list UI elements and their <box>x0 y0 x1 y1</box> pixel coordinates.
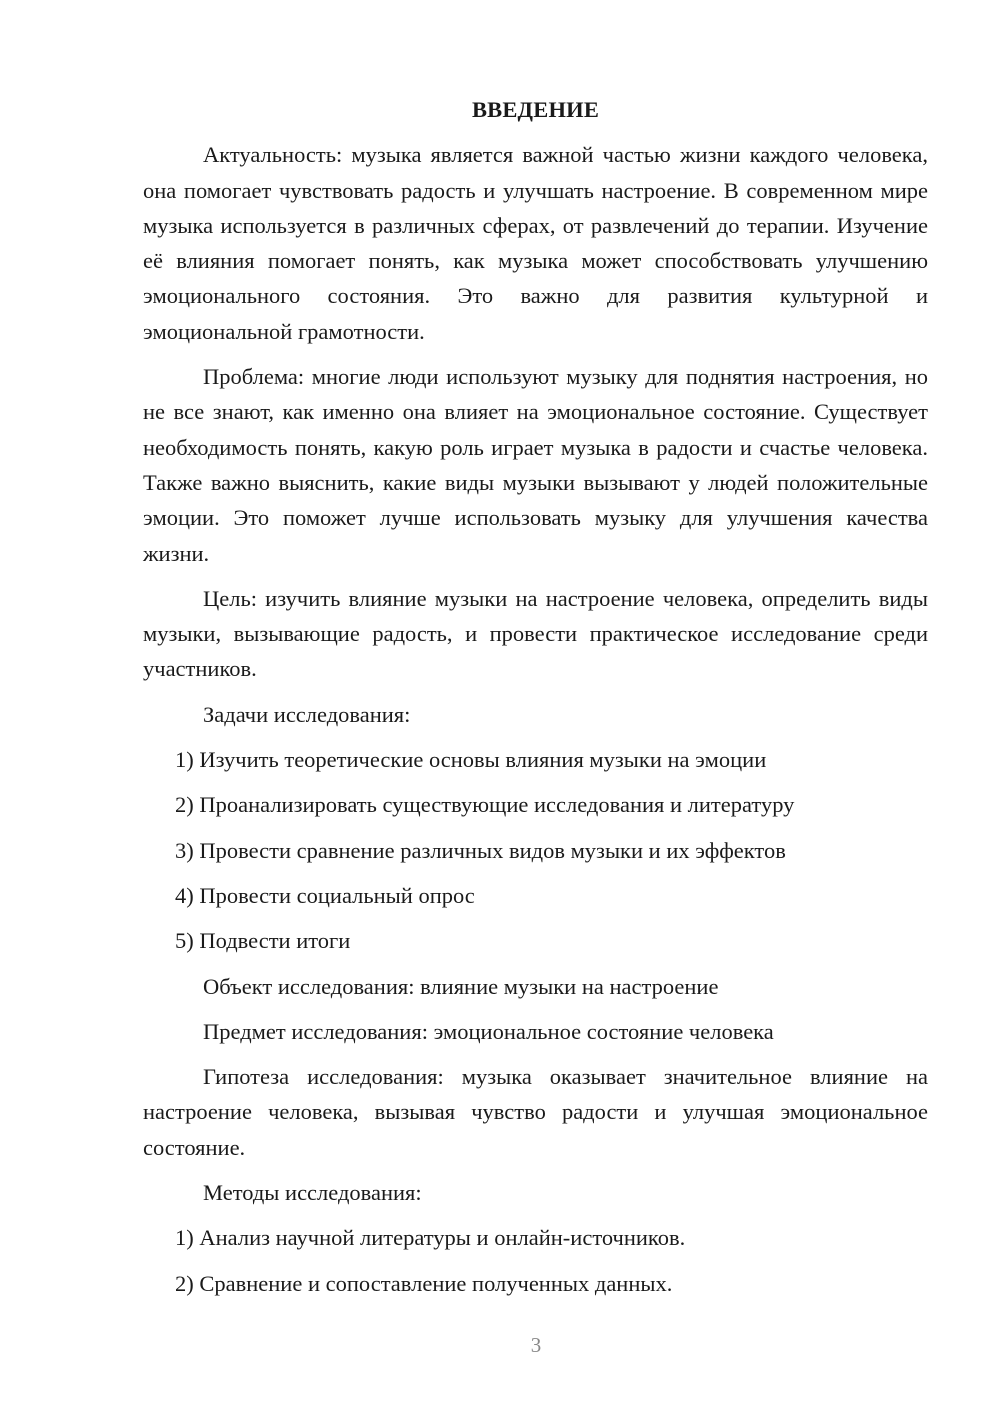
tasks-title: Задачи исследования: <box>203 701 411 727</box>
document-page <box>143 92 928 1311</box>
problem-paragraph: Проблема: многие люди используют музыку для поднятия настроения, но не все знают, как именно она влияет на эмоциональное состояние. Существует необходимость понять, какую роль играет музыка в радости и счастье человека. Также важно выяснить, какие виды музыки вызывают у людей положительные эмоции. Это поможет лучше использовать музыку для улучшения качества жизни. <box>143 364 928 566</box>
task-item: 4) Провести социальный опрос <box>175 882 475 908</box>
methods-title: Методы исследования: <box>203 1180 422 1206</box>
page-number: 3 <box>530 1333 542 1357</box>
task-item: 1) Изучить теоретические основы влияния музыки на эмоции <box>175 747 767 773</box>
method-item: 2) Сравнение и сопоставление полученных данных. <box>175 1270 673 1296</box>
hypothesis-paragraph: Гипотеза исследования: музыка оказывает значительное влияние на настроение человека, вызывая чувство радости и улучшая эмоциональное состояние. <box>143 1064 928 1160</box>
research-subject: Предмет исследования: эмоциональное состояние человека <box>203 1018 774 1044</box>
page-title: ВВЕДЕНИЕ <box>471 97 600 122</box>
relevance-paragraph: Актуальность: музыка является важной частью жизни каждого человека, она помогает чувствовать радость и улучшать настроение. В современном мире музыка используется в различных сферах, от развлечений до терапии. Изучение её влияния помогает понять, как музыка может способствовать улучшению эмоционального состояния. Это важно для развития культурной и эмоциональной грамотности. <box>143 142 928 344</box>
research-object: Объект исследования: влияние музыки на настроение <box>203 973 719 999</box>
task-item: 2) Проанализировать существующие исследования и литературу <box>175 792 795 818</box>
method-item: 1) Анализ научной литературы и онлайн-источников. <box>175 1225 686 1251</box>
task-item: 3) Провести сравнение различных видов музыки и их эффектов <box>175 837 786 863</box>
task-item: 5) Подвести итоги <box>175 928 351 954</box>
goal-paragraph: Цель: изучить влияние музыки на настроение человека, определить виды музыки, вызывающие радость, и провести практическое исследование среди участников. <box>143 585 928 682</box>
